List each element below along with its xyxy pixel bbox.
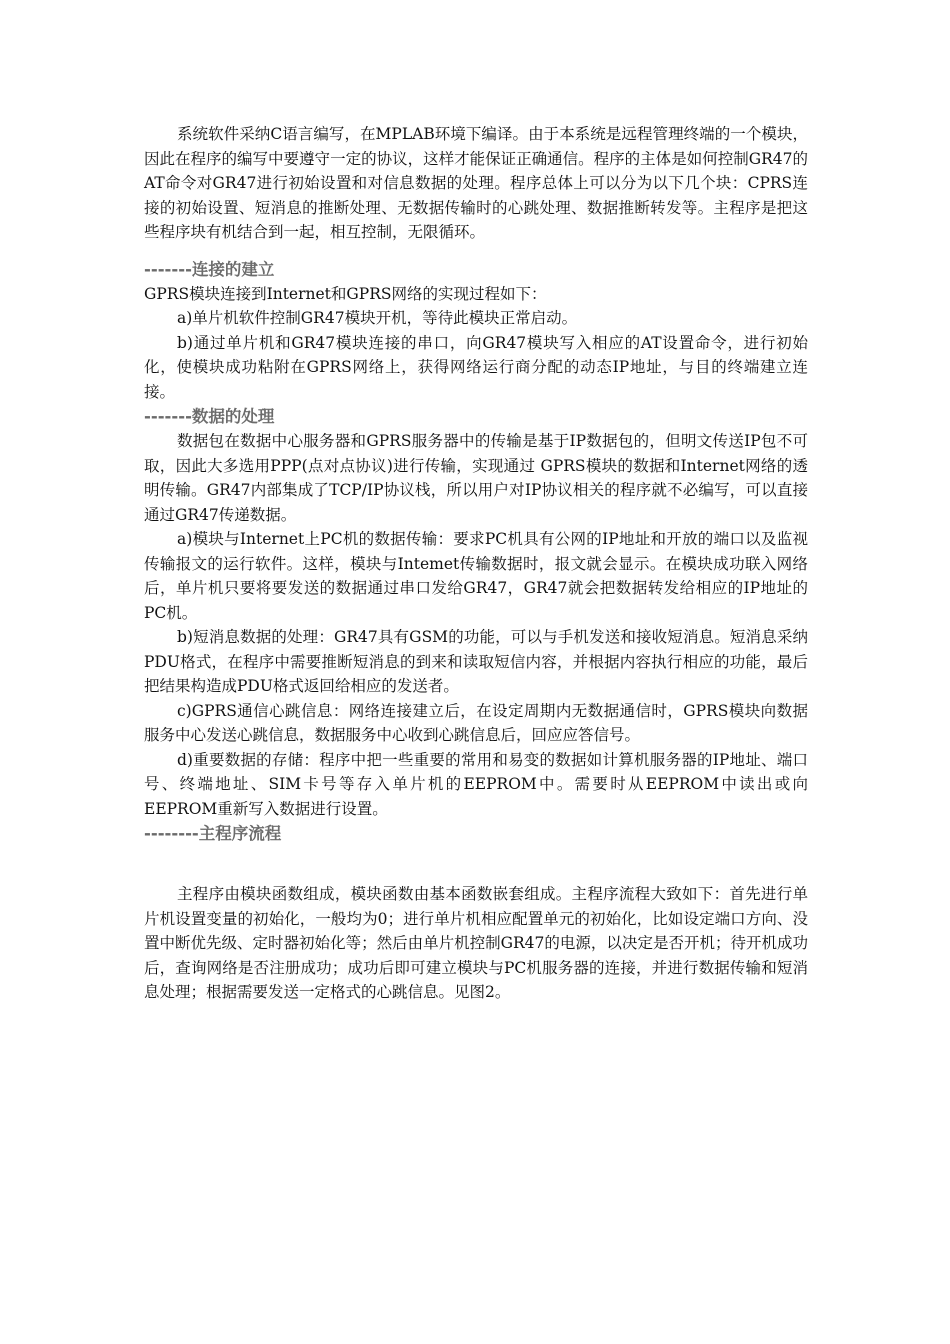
main-flow-paragraph: 主程序由模块函数组成，模块函数由基本函数嵌套组成。主程序流程大致如下：首先进行单片机设置变量的初始化，一般均为0；进行单片机相应配置单元的初始化，比如设定端口方向、没置中断优先级、定时器初始化等；然后由单片机控制GR47的电源，以决定是否开机；待开机成功后，查询网络是否注册成功；成功后即可建立模块与PC机服务器的连接，并进行数据传输和短消息处理；根据需要发送一定格式的心跳信息。见图2。 bbox=[144, 885, 808, 1001]
section-heading-main-flow: --------主程序流程 bbox=[144, 824, 282, 843]
data-processing-item-b: b)短消息数据的处理：GR47具有GSM的功能，可以与手机发送和接收短消息。短消息采纳PDU格式，在程序中需要推断短消息的到来和读取短信内容，并根据内容执行相应的功能，最后把结果构造成PDU格式返回给相应的发送者。 bbox=[144, 628, 808, 695]
connection-item-a: a)单片机软件控制GR47模块开机，等待此模块正常启动。 bbox=[177, 309, 578, 327]
section-heading-connection: -------连接的建立 bbox=[144, 259, 275, 279]
connection-item-b: b)通过单片机和GR47模块连接的串口，向GR47模块写入相应的AT设置命令，进行初始化，使模块成功粘附在GPRS网络上，获得网络运行商分配的动态IP地址，与目的终端建立连接。 bbox=[144, 333, 808, 401]
document-page bbox=[144, 122, 808, 1005]
data-processing-item-d: d)重要数据的存储：程序中把一些重要的常用和易变的数据如计算机服务器的IP地址、端口号、终端地址、SIM卡号等存入单片机的EEPROM中。需要时从EEPROM中读出或向EEPROM重新写入数据进行设置。 bbox=[144, 750, 808, 818]
data-processing-intro: 数据包在数据中心服务器和GPRS服务器中的传输是基于IP数据包的，但明文传送IP包不可取，因此大多选用PPP(点对点协议)进行传输，实现通过 GPRS模块的数据和Internet网络的透明传输。GR47内部集成了TCP/IP协议栈，所以用户对IP协议相关的程序就不必编写，可以直接通过GR47传递数据。 bbox=[144, 432, 808, 524]
data-processing-item-c: c)GPRS通信心跳信息：网络连接建立后，在设定周期内无数据通信时，GPRS模块向数据服务中心发送心跳信息，数据服务中心收到心跳信息后，回应应答信号。 bbox=[144, 701, 808, 744]
connection-lead-paragraph: GPRS模块连接到Internet和GPRS网络的实现过程如下： bbox=[144, 284, 547, 303]
spacer bbox=[144, 846, 808, 882]
intro-paragraph: 系统软件采纳C语言编写，在MPLAB环境下编译。由于本系统是远程管理终端的一个模块，因此在程序的编写中要遵守一定的协议，这样才能保证正确通信。程序的主体是如何控制GR47的AT命令对GR47进行初始设置和对信息数据的处理。程序总体上可以分为以下几个块：CPRS连接的初始设置、短消息的推断处理、无数据传输时的心跳处理、数据推断转发等。主程序是把这些程序块有机结合到一起，相互控制，无限循环。 bbox=[144, 125, 808, 241]
data-processing-item-a: a)模块与Internet上PC机的数据传输：要求PC机具有公网的IP地址和开放的端口以及监视传输报文的运行软件。这样，模块与Intemet传输数据时，报文就会显示。在模块成功联入网络后，单片机只要将要发送的数据通过串口发给GR47，GR47就会把数据转发给相应的IP地址的PC机。 bbox=[144, 530, 808, 622]
section-heading-data-processing: -------数据的处理 bbox=[144, 407, 275, 426]
